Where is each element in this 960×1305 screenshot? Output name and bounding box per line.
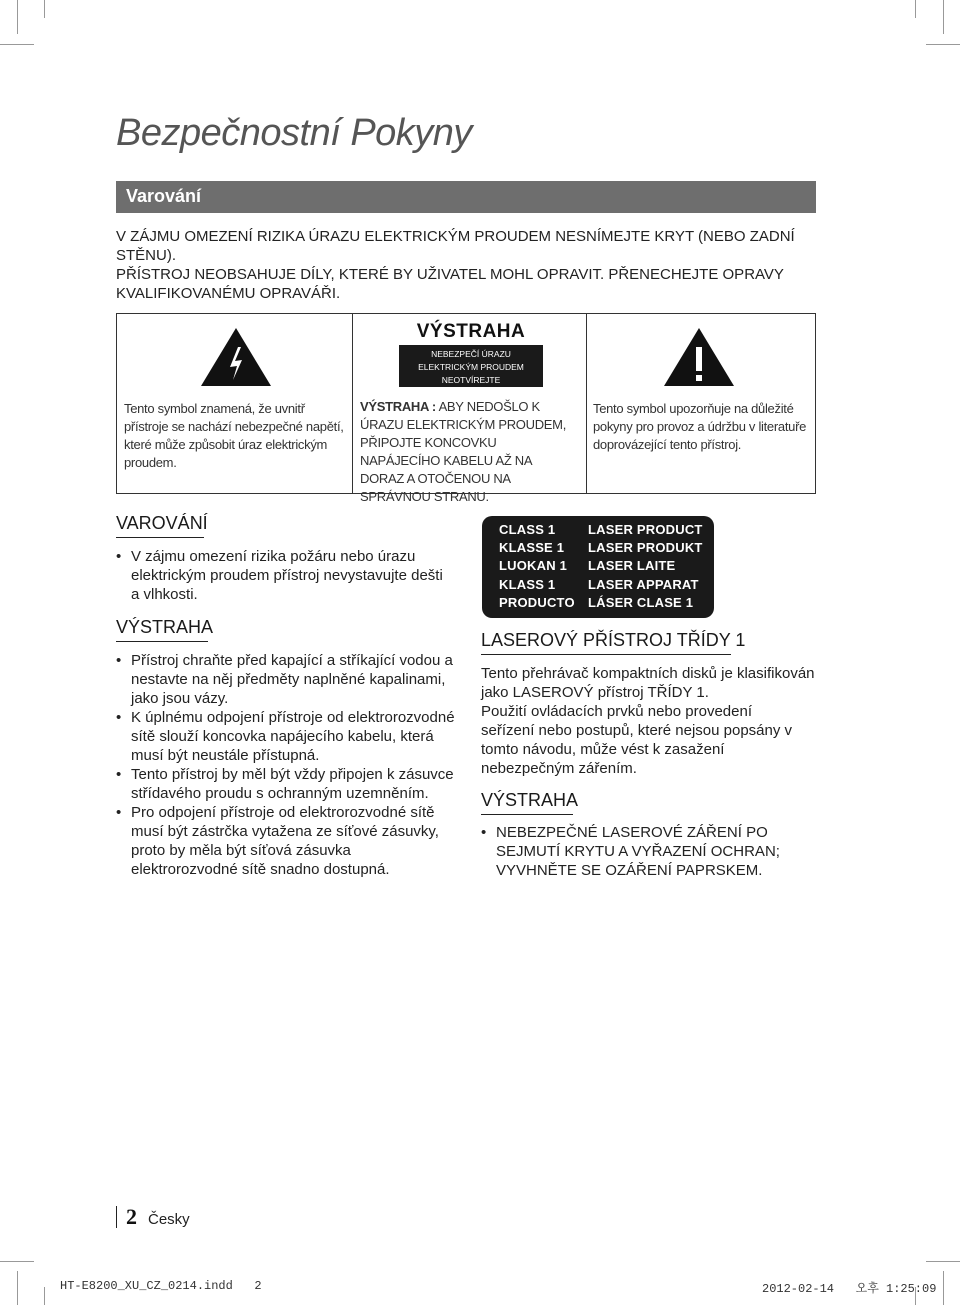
warning-label [399, 321, 543, 385]
lightning-warning-icon [200, 327, 272, 392]
table-cell-exclamation [586, 314, 815, 493]
list-item: • Pro odpojení přístroje od elektrorozvodné sítě musí být zástrčka vytažena ze síťové zásuvky, proto by měla být síťová zásuvka elektrorozvodné sítě snadno dostupná. [116, 803, 456, 879]
crop-mark [943, 0, 944, 34]
laser-class-heading: LASEROVÝ PŘÍSTROJ TŘÍDY 1 [481, 630, 746, 650]
list-item: • Přístroj chraňte před kapající a stříkající vodou a nestavte na něj předměty naplněné kapalinami, jako jsou vázy. [116, 651, 456, 708]
page-title: Bezpečnostní Pokyny [116, 112, 472, 154]
warning-label-box [399, 345, 543, 387]
plug-warning-body: ABY NEDOŠLO K ÚRAZU ELEKTRICKÝM PROUDEM, PŘIPOJTE KONCOVKU NAPÁJECÍHO KABELU AŽ NA DORAZ A OTOČENOU NA SPRÁVNOU STRANU. [360, 399, 567, 504]
crop-mark [17, 0, 18, 34]
vystraha-heading: VÝSTRAHA [116, 617, 214, 637]
print-file-name: HT-E8200_XU_CZ_0214.indd 2 [60, 1279, 262, 1293]
exclamation-warning-icon [663, 327, 735, 392]
plug-warning-text [360, 398, 578, 506]
laser-classification-text: Tento přehrávač kompaktních disků je klasifikován jako LASEROVÝ přístroj TŘÍDY 1. [481, 665, 815, 701]
laser-label-row: CLASS 1 LASER PRODUCT [499, 522, 703, 537]
plug-warning-prefix: VÝSTRAHA : [360, 399, 436, 414]
table-cell-label [352, 314, 587, 504]
heading-underline [481, 654, 731, 655]
list-item: • NEBEZPEČNÉ LASEROVÉ ZÁŘENÍ PO SEJMUTÍ KRYTU A VYŘAZENÍ OCHRAN; VYVHNĚTE SE OZÁŘENÍ PAPRSKEM. [481, 823, 791, 880]
exclamation-symbol-description: Tento symbol upozorňuje na důležité pokyny pro provoz a údržbu v literatuře doprovázející tento přístroj. [593, 401, 807, 452]
warning-symbols-table [116, 313, 816, 504]
crop-mark [44, 0, 45, 18]
varovani-list [116, 547, 452, 604]
laser-class-label [482, 516, 714, 618]
laser-hazard-text: Použití ovládacích prvků nebo provedení seřízení nebo postupů, které nejsou popsány v tomto návodu, může vést k zasažení nebezpečným zářením. [481, 703, 793, 777]
laser-label-row: LUOKAN 1 LASER LAITE [499, 558, 676, 573]
crop-mark [943, 1271, 944, 1305]
laser-vystraha-list [481, 823, 791, 880]
page-number: 2 [126, 1204, 137, 1229]
warning-label-title: VÝSTRAHA [416, 321, 526, 342]
heading-underline [116, 537, 204, 538]
warning-label-line: NEBEZPEČÍ ÚRAZU [431, 349, 511, 359]
list-item: • V zájmu omezení rizika požáru nebo úrazu elektrickým proudem přístroj nevystavujte dešti a vlhkosti. [116, 547, 452, 604]
crop-mark [926, 44, 960, 45]
page-language: Česky [148, 1211, 190, 1228]
crop-mark [915, 0, 916, 18]
vystraha-list [116, 651, 456, 879]
list-item: • Tento přístroj by měl být vždy připojen k zásuvce střídavého proudu s ochranným uzemněním. [116, 765, 456, 803]
laser-label-row: KLASSE 1 LASER PRODUKT [499, 540, 703, 555]
laser-label-row: KLASS 1 LASER APPARAT [499, 577, 699, 592]
intro-line: V ZÁJMU OMEZENÍ RIZIKA ÚRAZU ELEKTRICKÝM PROUDEM NESNÍMEJTE KRYT (NEBO ZADNÍ STĚNU). [116, 228, 795, 264]
crop-mark [0, 44, 34, 45]
warning-label-line: ELEKTRICKÝM PROUDEM [418, 362, 524, 372]
list-item: • K úplnému odpojení přístroje od elektrorozvodné sítě slouží koncovka napájecího kabelu, která musí být neustále přístupná. [116, 708, 456, 765]
table-cell-lightning [117, 314, 352, 493]
intro-warning [116, 227, 816, 303]
laser-label-row: PRODUCTO LÁSER CLASE 1 [499, 595, 694, 610]
intro-line: PŘÍSTROJ NEOBSAHUJE DÍLY, KTERÉ BY UŽIVATEL MOHL OPRAVIT. PŘENECHEJTE OPRAVY KVALIFIKOVANÉMU OPRAVÁŘI. [116, 266, 784, 302]
laser-vystraha-heading: VÝSTRAHA [481, 790, 579, 810]
warning-label-line: NEOTVÍREJTE [441, 375, 501, 385]
varovani-heading: VAROVÁNÍ [116, 513, 208, 533]
crop-mark [0, 1261, 34, 1262]
print-timestamp: 2012-02-14 오후 1:25:09 [762, 1282, 937, 1296]
crop-mark [17, 1271, 18, 1305]
crop-mark [44, 1287, 45, 1305]
heading-underline [481, 814, 573, 815]
page-number-divider [116, 1206, 117, 1228]
lightning-symbol-description: Tento symbol znamená, že uvnitř přístroje se nachází nebezpečné napětí, které může způsobit úraz elektrickým proudem. [124, 401, 344, 470]
crop-mark [926, 1261, 960, 1262]
section-banner: Varování [116, 181, 816, 213]
heading-underline [116, 641, 208, 642]
